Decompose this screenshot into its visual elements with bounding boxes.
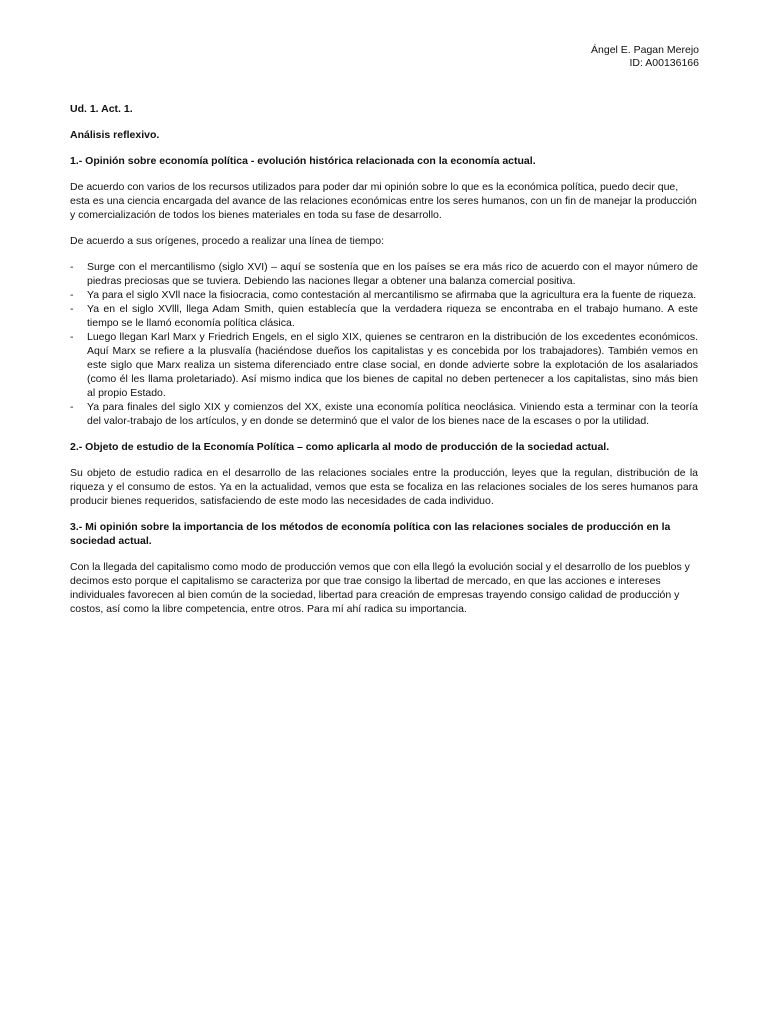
bullet-dash: - (70, 401, 74, 413)
timeline-item-text: Luego llegan Karl Marx y Friedrich Engels, en el siglo XIX, quienes se centraron en la distribución de los excedentes económicos. Aquí Marx se refiere a la plusvalía (haciéndose dueños los capitalistas y es concebida por los trabajadores). También vemos en este siglo que Marx realiza un sistema diferenciado entre clase social, en donde advierte sobre la explotación de los asalariados (como él les llama proletariado). Así mismo indica que los bienes de capital no deben pertenecer a los capitalistas, sino más bien al propio Estado. (87, 331, 698, 399)
section-3-paragraph: Con la llegada del capitalismo como modo de producción vemos que con ella llegó la evolución social y el desarrollo de los pueblos y decimos esto porque el capitalismo se caracteriza por que trae consigo la libertad de mercado, en que las acciones e intereses individuales favorecen al bien común de la sociedad, libertad para creación de empresas trayendo consigo calidad de producción y costos, así como la libre competencia, entre otros. Para mí ahí radica su importancia. (70, 561, 690, 615)
document-body (70, 102, 698, 628)
section-2-heading: 2.- Objeto de estudio de la Economía Política – como aplicarla al modo de producción de la sociedad actual. (70, 441, 610, 453)
timeline-item-text: Surge con el mercantilismo (siglo XVI) – aquí se sostenía que en los países se era más rico de acuerdo con el mayor número de piedras preciosas que se tuviera. Debiendo las naciones llegar a obtener una balanza comercial positiva. (87, 261, 698, 287)
bullet-dash: - (70, 303, 74, 315)
timeline-item (70, 400, 698, 428)
unit-title: Ud. 1. Act. 1. (70, 103, 133, 115)
section-2-paragraph: Su objeto de estudio radica en el desarrollo de las relaciones sociales entre la producción, leyes que la regulan, distribución de la riqueza y el consumo de estos. Ya en la actualidad, vemos que esta se focaliza en las relaciones sociales de los seres humanos para producir bienes requeridos, satisfaciendo de este modo las necesidades de cada individuo. (70, 467, 698, 507)
section-1-heading: 1.- Opinión sobre economía política - evolución histórica relacionada con la economía actual. (70, 155, 536, 167)
timeline-item (70, 288, 698, 302)
timeline-intro: De acuerdo a sus orígenes, procedo a realizar una línea de tiempo: (70, 235, 385, 247)
section-3-heading: 3.- Mi opinión sobre la importancia de los métodos de economía política con las relaciones sociales de producción en la sociedad actual. (70, 521, 671, 547)
timeline-list (70, 260, 698, 428)
document-subtitle: Análisis reflexivo. (70, 129, 160, 141)
document-header (591, 44, 699, 70)
author-name: Ángel E. Pagan Merejo (591, 44, 699, 56)
timeline-item-text: Ya para el siglo XVll nace la fisiocracia, como contestación al mercantilismo se afirmaba que la agricultura era la fuente de riqueza. (87, 289, 697, 301)
timeline-item (70, 260, 698, 288)
section-1-paragraph: De acuerdo con varios de los recursos utilizados para poder dar mi opinión sobre lo que es la económica política, puedo decir que, esta es una ciencia encargada del avance de las relaciones económicas entre los seres humanos, con un fin de manejar la producción y comercialización de todos los bienes materiales en toda su fase de desarrollo. (70, 181, 697, 221)
timeline-item-text: Ya para finales del siglo XIX y comienzos del XX, existe una economía política neoclásica. Viniendo esta a terminar con la teoría del valor-trabajo de los artículos, y en donde se determinó que el valor de los bienes nace de la escases o por la utilidad. (87, 401, 698, 427)
timeline-item (70, 302, 698, 330)
bullet-dash: - (70, 289, 74, 301)
student-id: ID: A00136166 (629, 57, 699, 69)
timeline-item (70, 330, 698, 400)
timeline-item-text: Ya en el siglo XVlll, llega Adam Smith, quien establecía que la verdadera riqueza se encontraba en el trabajo humano. A este tiempo se le llamó economía política clásica. (87, 303, 698, 329)
bullet-dash: - (70, 261, 74, 273)
bullet-dash: - (70, 331, 74, 343)
